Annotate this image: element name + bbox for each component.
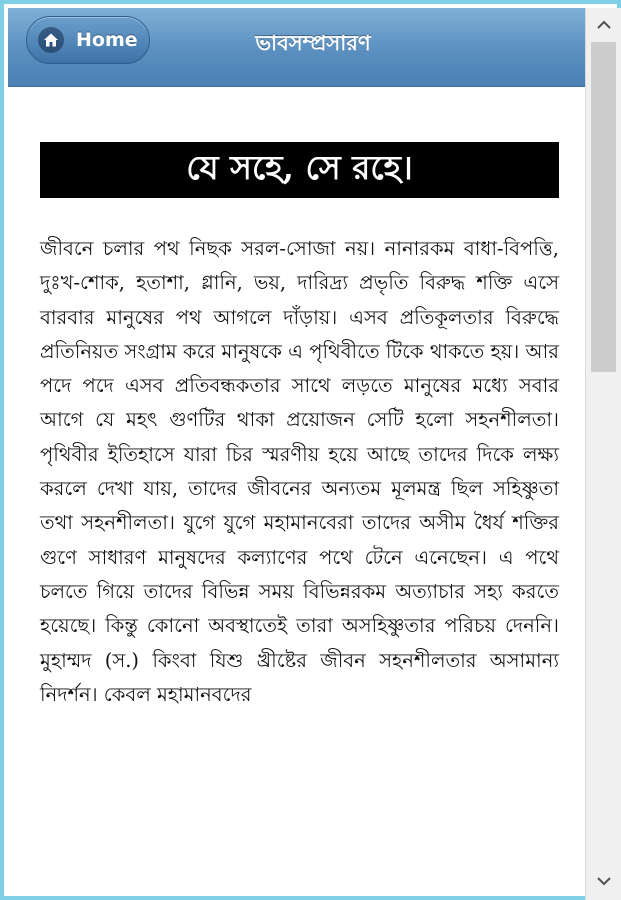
scrollbar-thumb[interactable] [591, 42, 616, 372]
header-bar [8, 8, 585, 87]
article-content [40, 86, 559, 712]
home-button-label: Home [76, 29, 138, 51]
chevron-up-icon[interactable] [586, 10, 621, 40]
page-title: ভাবসম্প্রসারণ [255, 31, 371, 55]
vertical-scrollbar[interactable] [585, 8, 621, 900]
article-headline: যে সহে, সে রহে। [40, 142, 559, 198]
home-icon [38, 27, 64, 53]
article-body: জীবনে চলার পথ নিছক সরল-সোজা নয়। নানারকম বাধা-বিপত্তি, দুঃখ-শোক, হতাশা, গ্লানি, ভয়, দারিদ্র্য প্রভৃতি বিরুদ্ধ শক্তি এসে বারবার মানুষের পথ আগলে দাঁড়ায়। এসব প্রতিকূলতার বিরুদ্ধে প্রতিনিয়ত সংগ্রাম করে মানুষকে এ পৃথিবীতে টিকে থাকতে হয়। আর পদে পদে এসব প্রতিবন্ধকতার সাথে লড়তে মানুষের মধ্যে সবার আগে যে মহৎ গুণটির থাকা প্রয়োজন সেটি হলো সহনশীলতা। পৃথিবীর ইতিহাসে যারা চির স্মরণীয় হয়ে আছে তাদের দিকে লক্ষ্য করলে দেখা যায়, তাদের জীবনের অন্যতম মূলমন্ত্র ছিল সহিষ্ণুতা তথা সহনশীলতা। যুগে যুগে মহামানবেরা তাদের অসীম ধৈর্য শক্তির গুণে সাধারণ মানুষদের কল্যাণের পথে টেনে এনেছেন। এ পথে চলতে গিয়ে তাদের বিভিন্ন সময় বিভিন্নরকম অত্যাচার সহ্য করতে হয়েছে। কিন্তু কোনো অবস্থাতেই তারা অসহিষ্ণুতার পরিচয় দেননি। মুহাম্মদ (স.) কিংবা যিশু খ্রীষ্টের জীবন সহনশীলতার অসামান্য নিদর্শন। কেবল মহামানবদের [40, 237, 559, 706]
home-button[interactable] [26, 16, 150, 64]
chevron-down-icon[interactable] [586, 866, 621, 896]
